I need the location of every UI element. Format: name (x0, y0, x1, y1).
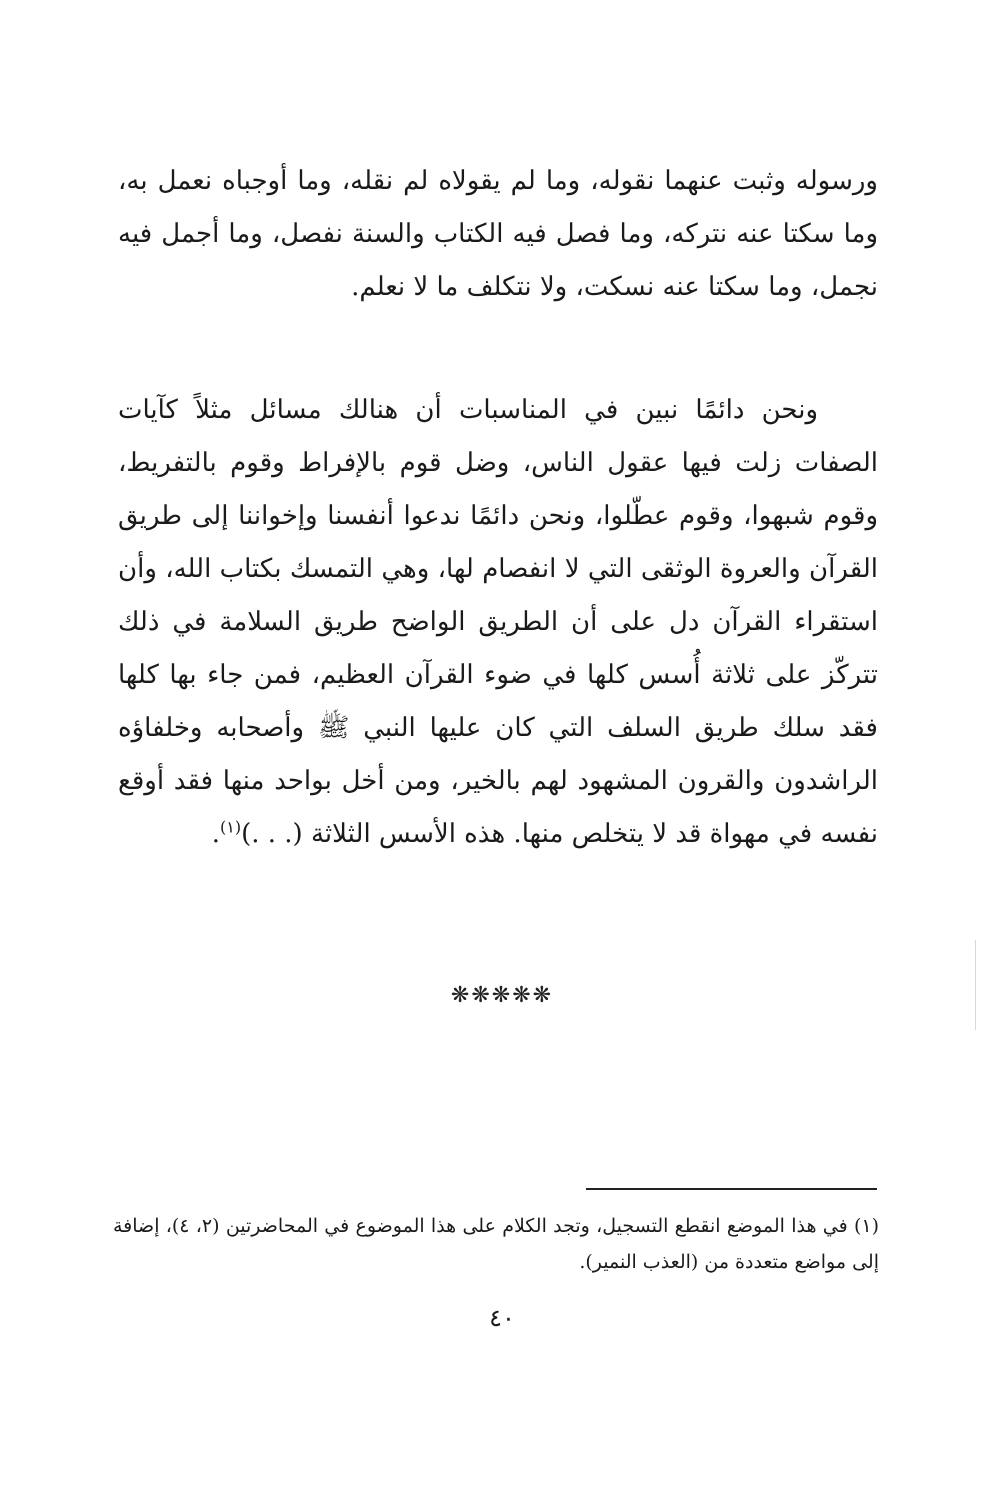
page-number: ٤٠ (489, 1304, 515, 1332)
footnote-reference: (١) (220, 817, 242, 837)
paragraph-body: ونحن دائمًا نبين في المناسبات أن هنالك مسائل مثلاً كآيات الصفات زلت فيها عقول الناس، وضل قوم بالإفراط وقوم بالتفريط، وقوم شبهوا، وقوم عطّلوا، ونحن دائمًا ندعوا أنفسنا وإخواننا إلى طريق القرآن والعروة الوثقى التي لا انفصام لها، وهي التمسك بكتاب الله، وأن استقراء القرآن دل على أن الطريق الواضح طريق السلامة في ذلك تتركّز على ثلاثة أُسس كلها في ضوء القرآن العظيم، فمن جاء بها كلها فقد سلك طريق السلف التي كان عليها النبي ﷺ وأصحابه وخلفاؤه الراشدون والقرون المشهود لهم بالخير، ومن أخل بواحد منها فقد أوقع نفسه في مهواة قد لا يتخلص منها. هذه الأسس الثلاثة (118, 395, 878, 849)
paragraph-continuation: ورسوله وثبت عنهما نقوله، وما لم يقولاه لم نقله، وما أوجباه نعمل به، وما سكتا عنه نتركه، وما فصل فيه الكتاب والسنة نفصل، وما أجمل فيه نجمل، وما سكتا عنه نسكت، ولا نتكلف ما لا نعلم. (118, 166, 878, 302)
section-separator: ❋❋❋❋❋ (450, 983, 554, 1008)
sentence-end: . (211, 819, 220, 849)
paragraph-three-foundations (118, 384, 878, 861)
footnote-divider (586, 1188, 877, 1190)
footnote: (١) في هذا الموضع انقطع التسجيل، وتجد الكلام على هذا الموضوع في المحاضرتين (٢، ٤)، إضافة إلى مواضع متعددة من (العذب النمير). (113, 1215, 879, 1273)
ellipsis-parenthetical: (. . .) (241, 819, 303, 849)
scan-edge-mark (975, 940, 976, 1030)
